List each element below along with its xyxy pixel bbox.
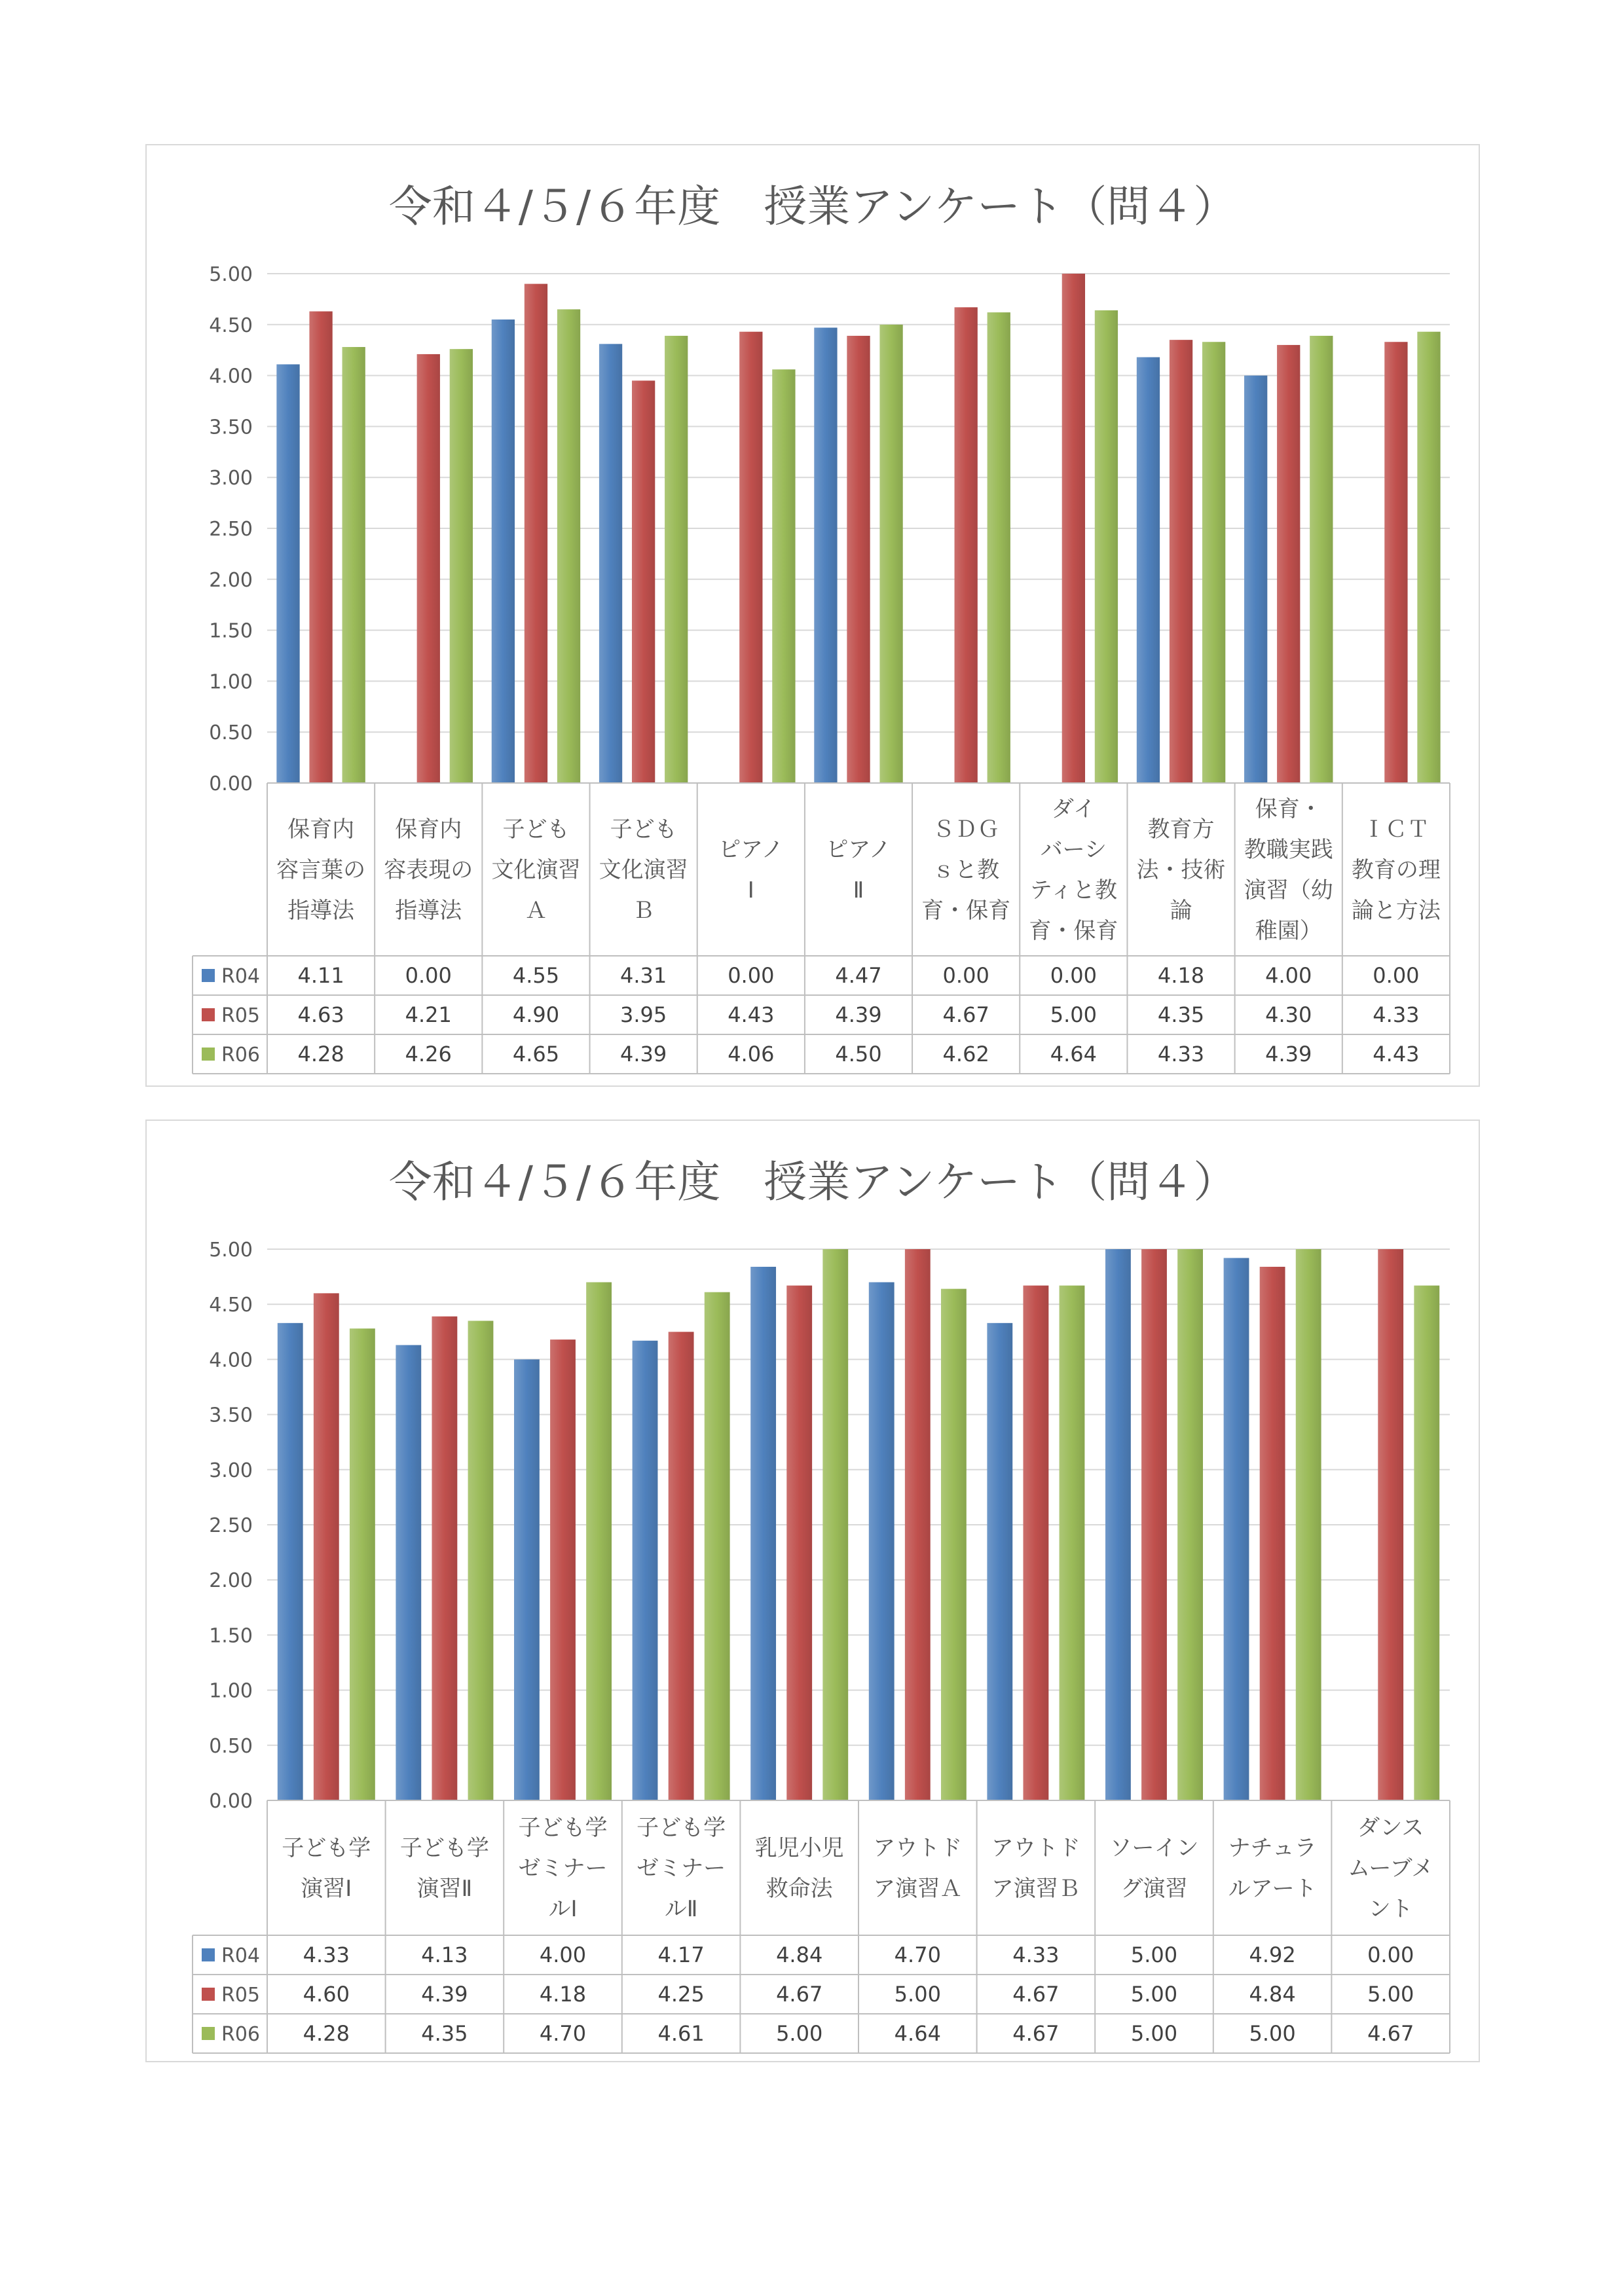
data-label: 4.33 bbox=[1157, 1042, 1205, 1066]
category-label: グ演習 bbox=[1120, 1876, 1188, 1902]
data-label: 5.00 bbox=[776, 2021, 823, 2046]
bar-r05 bbox=[786, 1286, 812, 1800]
y-tick-label: 3.50 bbox=[209, 1404, 253, 1427]
data-label: 0.00 bbox=[1050, 963, 1097, 988]
category-label: ゼミナー bbox=[518, 1855, 608, 1882]
bar-r06 bbox=[1095, 310, 1118, 783]
bar-r05 bbox=[417, 354, 440, 783]
y-tick-label: 1.50 bbox=[209, 619, 253, 643]
data-label: 4.67 bbox=[1367, 2021, 1414, 2046]
category-label: 法・技術 bbox=[1136, 857, 1226, 883]
chart-title: 令和４/５/６年度 授業アンケート（問４） bbox=[388, 181, 1237, 232]
data-label: 4.39 bbox=[1265, 1042, 1312, 1066]
bar-r04 bbox=[1137, 357, 1160, 783]
bar-r06 bbox=[1177, 1249, 1203, 1800]
bar-r04 bbox=[750, 1267, 776, 1800]
category-label: ダイ bbox=[1051, 796, 1096, 822]
data-label: 4.18 bbox=[1157, 963, 1205, 988]
category-label: 演習Ⅰ bbox=[301, 1876, 352, 1902]
category-label: ティと教 bbox=[1029, 877, 1118, 903]
category-label: 演習（幼 bbox=[1244, 877, 1333, 903]
bar-r06 bbox=[1417, 332, 1440, 783]
bar-r05 bbox=[1062, 274, 1085, 783]
bar-r06 bbox=[987, 312, 1010, 783]
data-label: 4.55 bbox=[512, 963, 560, 988]
bar-r04 bbox=[814, 327, 837, 783]
y-tick-label: 5.00 bbox=[209, 263, 253, 286]
bar-r05 bbox=[525, 284, 547, 783]
category-label: アウトド bbox=[873, 1835, 963, 1861]
bar-r04 bbox=[1244, 376, 1267, 783]
bar-r06 bbox=[665, 336, 688, 783]
series-name: R04 bbox=[221, 1944, 261, 1967]
category-label: 子ども学 bbox=[399, 1835, 489, 1861]
bar-r05 bbox=[1384, 342, 1407, 783]
category-label: ント bbox=[1368, 1896, 1413, 1922]
data-label: 4.33 bbox=[303, 1942, 350, 1967]
bar-r04 bbox=[1224, 1258, 1249, 1800]
category-label: 稚園） bbox=[1255, 918, 1322, 944]
data-label: 5.00 bbox=[1249, 2021, 1296, 2046]
series-name: R06 bbox=[221, 1044, 261, 1066]
y-tick-label: 3.00 bbox=[209, 467, 253, 490]
data-label: 4.60 bbox=[303, 1982, 350, 2007]
bar-chart-2 bbox=[147, 1121, 1479, 2061]
series-name: R06 bbox=[221, 2023, 261, 2046]
data-label: 5.00 bbox=[1130, 1942, 1178, 1967]
category-label: アウトド bbox=[991, 1835, 1080, 1861]
data-label: 4.25 bbox=[657, 1982, 705, 2007]
y-tick-label: 4.00 bbox=[209, 365, 253, 388]
category-label: 指導法 bbox=[287, 898, 355, 924]
y-tick-label: 2.50 bbox=[209, 1514, 253, 1537]
data-label: 5.00 bbox=[1130, 1982, 1178, 2007]
category-label: 文化演習 bbox=[599, 857, 688, 883]
legend-key-r04 bbox=[202, 1948, 215, 1961]
y-tick-label: 1.00 bbox=[209, 670, 253, 694]
y-tick-label: 0.50 bbox=[209, 721, 253, 745]
bar-r05 bbox=[955, 307, 978, 783]
category-label: 保育・ bbox=[1255, 796, 1322, 822]
category-label: ア演習Ａ bbox=[873, 1876, 963, 1902]
y-tick-label: 3.50 bbox=[209, 416, 253, 439]
series-name: R05 bbox=[221, 1984, 261, 2007]
category-label: 子ども学 bbox=[282, 1835, 371, 1861]
category-label: Ⅱ bbox=[853, 877, 864, 903]
bar-r05 bbox=[905, 1249, 931, 1800]
bar-r05 bbox=[432, 1317, 457, 1800]
bar-r06 bbox=[1296, 1249, 1321, 1800]
data-label: 4.70 bbox=[539, 2021, 587, 2046]
category-label: 育・保育 bbox=[921, 898, 1011, 924]
category-label: ＳＤＧ bbox=[932, 816, 1000, 843]
legend-key-r05 bbox=[202, 1988, 215, 2001]
bar-chart-1 bbox=[147, 145, 1479, 1085]
data-label: 5.00 bbox=[894, 1982, 941, 2007]
category-label: ゼミナー bbox=[637, 1855, 726, 1882]
y-tick-label: 2.00 bbox=[209, 1569, 253, 1593]
y-tick-label: 4.50 bbox=[209, 1294, 253, 1317]
data-label: 4.17 bbox=[657, 1942, 705, 1967]
bar-r04 bbox=[396, 1345, 421, 1800]
category-label: 容言葉の bbox=[276, 857, 366, 883]
bar-r04 bbox=[869, 1283, 895, 1800]
bar-r04 bbox=[1105, 1249, 1131, 1800]
data-label: 4.21 bbox=[405, 1002, 452, 1027]
category-label: 子ども学 bbox=[518, 1815, 608, 1841]
y-tick-label: 4.50 bbox=[209, 314, 253, 337]
bar-r06 bbox=[822, 1249, 848, 1800]
bar-r06 bbox=[586, 1283, 612, 1800]
data-label: 4.67 bbox=[942, 1002, 989, 1027]
y-tick-label: 4.00 bbox=[209, 1349, 253, 1372]
category-label: ルⅠ bbox=[548, 1896, 578, 1922]
data-label: 4.43 bbox=[728, 1002, 775, 1027]
data-label: 4.31 bbox=[620, 963, 667, 988]
data-label: 0.00 bbox=[405, 963, 452, 988]
chart-title: 令和４/５/６年度 授業アンケート（問４） bbox=[388, 1157, 1237, 1207]
category-label: 論と方法 bbox=[1351, 898, 1441, 924]
category-label: 子ども bbox=[502, 816, 570, 843]
series-name: R05 bbox=[221, 1004, 261, 1027]
data-label: 5.00 bbox=[1367, 1982, 1414, 2007]
data-label: 4.70 bbox=[894, 1942, 941, 1967]
category-label: ダンス bbox=[1357, 1815, 1424, 1841]
bar-r05 bbox=[1170, 340, 1192, 783]
y-tick-label: 1.00 bbox=[209, 1679, 253, 1703]
bar-r05 bbox=[669, 1332, 694, 1800]
data-label: 0.00 bbox=[1367, 1942, 1414, 1967]
data-label: 4.43 bbox=[1373, 1042, 1420, 1066]
data-label: 4.67 bbox=[776, 1982, 823, 2007]
legend-key-r04 bbox=[202, 969, 215, 982]
data-label: 4.64 bbox=[894, 2021, 941, 2046]
bar-r04 bbox=[278, 1323, 303, 1800]
category-label: ムーブメ bbox=[1348, 1855, 1434, 1882]
category-label: 演習Ⅱ bbox=[416, 1876, 473, 1902]
bar-r06 bbox=[1310, 336, 1333, 783]
series-name: R04 bbox=[221, 965, 261, 988]
data-label: 4.92 bbox=[1249, 1942, 1296, 1967]
data-label: 4.30 bbox=[1265, 1002, 1312, 1027]
data-label: 4.84 bbox=[1249, 1982, 1296, 2007]
category-label: ナチュラ bbox=[1228, 1835, 1317, 1861]
data-label: 4.06 bbox=[728, 1042, 775, 1066]
data-label: 4.62 bbox=[942, 1042, 989, 1066]
data-label: 0.00 bbox=[942, 963, 989, 988]
category-label: 保育内 bbox=[287, 816, 355, 843]
data-label: 4.26 bbox=[405, 1042, 452, 1066]
y-tick-label: 3.00 bbox=[209, 1459, 253, 1482]
category-label: ルⅡ bbox=[664, 1896, 698, 1922]
y-tick-label: 2.50 bbox=[209, 518, 253, 541]
y-tick-label: 1.50 bbox=[209, 1624, 253, 1648]
data-label: 5.00 bbox=[1130, 2021, 1178, 2046]
data-label: 4.28 bbox=[303, 2021, 350, 2046]
bar-r06 bbox=[1414, 1286, 1439, 1800]
category-label: 教育の理 bbox=[1351, 857, 1441, 883]
chart-panel-1 bbox=[145, 144, 1480, 1087]
bar-r04 bbox=[599, 344, 622, 783]
category-label: ソーイン bbox=[1109, 1835, 1199, 1861]
category-label: Ｂ bbox=[632, 898, 655, 924]
data-label: 4.61 bbox=[657, 2021, 705, 2046]
bar-r05 bbox=[847, 336, 870, 783]
bar-r06 bbox=[450, 349, 473, 783]
data-label: 4.84 bbox=[776, 1942, 823, 1967]
category-label: 教職実践 bbox=[1244, 837, 1333, 863]
category-label: 容表現の bbox=[384, 857, 473, 883]
category-label: 指導法 bbox=[395, 898, 462, 924]
category-label: ピアノ bbox=[718, 837, 784, 863]
bar-r06 bbox=[941, 1289, 967, 1800]
data-label: 0.00 bbox=[728, 963, 775, 988]
chart-panel-2 bbox=[145, 1120, 1480, 2062]
legend-key-r05 bbox=[202, 1008, 215, 1021]
bar-r06 bbox=[772, 369, 795, 783]
category-label: 子ども学 bbox=[637, 1815, 726, 1841]
bar-r06 bbox=[1060, 1286, 1085, 1800]
data-label: 4.39 bbox=[421, 1982, 468, 2007]
bar-r05 bbox=[1141, 1249, 1167, 1800]
data-label: 4.33 bbox=[1373, 1002, 1420, 1027]
bar-r05 bbox=[739, 332, 762, 783]
bar-r05 bbox=[632, 380, 655, 783]
category-label: ｓと教 bbox=[932, 857, 1000, 883]
data-label: 4.65 bbox=[512, 1042, 560, 1066]
data-label: 4.35 bbox=[421, 2021, 468, 2046]
bar-r06 bbox=[705, 1292, 730, 1800]
bar-r05 bbox=[1023, 1286, 1048, 1800]
bar-r05 bbox=[309, 312, 332, 783]
bar-r05 bbox=[1378, 1249, 1403, 1800]
bar-r05 bbox=[1260, 1267, 1285, 1800]
data-label: 4.47 bbox=[835, 963, 882, 988]
data-label: 3.95 bbox=[620, 1002, 667, 1027]
data-label: 4.35 bbox=[1157, 1002, 1205, 1027]
legend-key-r06 bbox=[202, 1048, 215, 1061]
category-label: 育・保育 bbox=[1029, 918, 1118, 944]
bar-r06 bbox=[468, 1321, 494, 1800]
data-label: 5.00 bbox=[1050, 1002, 1097, 1027]
data-label: 4.90 bbox=[512, 1002, 560, 1027]
bar-r04 bbox=[987, 1323, 1012, 1800]
y-tick-label: 0.00 bbox=[209, 773, 253, 795]
legend-key-r06 bbox=[202, 2027, 215, 2040]
category-label: ＩＣＴ bbox=[1362, 816, 1430, 843]
bar-r04 bbox=[276, 364, 299, 783]
category-label: 子ども bbox=[610, 816, 677, 843]
bar-r04 bbox=[514, 1359, 540, 1800]
data-label: 4.39 bbox=[620, 1042, 667, 1066]
data-label: 4.64 bbox=[1050, 1042, 1097, 1066]
category-label: Ⅰ bbox=[747, 877, 754, 903]
category-label: 保育内 bbox=[395, 816, 462, 843]
data-label: 4.00 bbox=[539, 1942, 587, 1967]
category-label: ピアノ bbox=[826, 837, 891, 863]
data-label: 4.67 bbox=[1012, 1982, 1060, 2007]
category-label: Ａ bbox=[525, 898, 547, 924]
y-tick-label: 0.50 bbox=[209, 1734, 253, 1758]
bar-r04 bbox=[633, 1341, 658, 1800]
category-label: 乳児小児 bbox=[754, 1835, 844, 1861]
data-label: 4.67 bbox=[1012, 2021, 1060, 2046]
data-label: 4.28 bbox=[297, 1042, 344, 1066]
y-tick-label: 2.00 bbox=[209, 568, 253, 592]
bar-r06 bbox=[342, 347, 365, 783]
category-label: 救命法 bbox=[766, 1876, 833, 1902]
category-label: 文化演習 bbox=[491, 857, 581, 883]
category-label: 論 bbox=[1170, 898, 1192, 924]
y-tick-label: 5.00 bbox=[209, 1239, 253, 1262]
data-label: 4.50 bbox=[835, 1042, 882, 1066]
bar-r06 bbox=[557, 309, 580, 783]
data-label: 4.13 bbox=[421, 1942, 468, 1967]
bar-r06 bbox=[1202, 342, 1225, 783]
data-label: 4.39 bbox=[835, 1002, 882, 1027]
data-label: 4.33 bbox=[1012, 1942, 1060, 1967]
category-label: ア演習Ｂ bbox=[991, 1876, 1080, 1902]
category-label: 教育方 bbox=[1147, 816, 1215, 843]
data-label: 4.00 bbox=[1265, 963, 1312, 988]
data-label: 4.63 bbox=[297, 1002, 344, 1027]
data-label: 4.18 bbox=[539, 1982, 587, 2007]
category-label: バーシ bbox=[1040, 837, 1107, 863]
bar-r06 bbox=[879, 325, 902, 783]
bar-r06 bbox=[350, 1328, 375, 1800]
data-label: 4.11 bbox=[297, 963, 344, 988]
bar-r05 bbox=[314, 1293, 339, 1800]
bar-r05 bbox=[1277, 345, 1300, 783]
y-tick-label: 0.00 bbox=[209, 1790, 253, 1813]
data-label: 0.00 bbox=[1373, 963, 1420, 988]
bar-r05 bbox=[550, 1339, 576, 1800]
category-label: ルアート bbox=[1228, 1876, 1317, 1902]
bar-r04 bbox=[492, 319, 515, 783]
